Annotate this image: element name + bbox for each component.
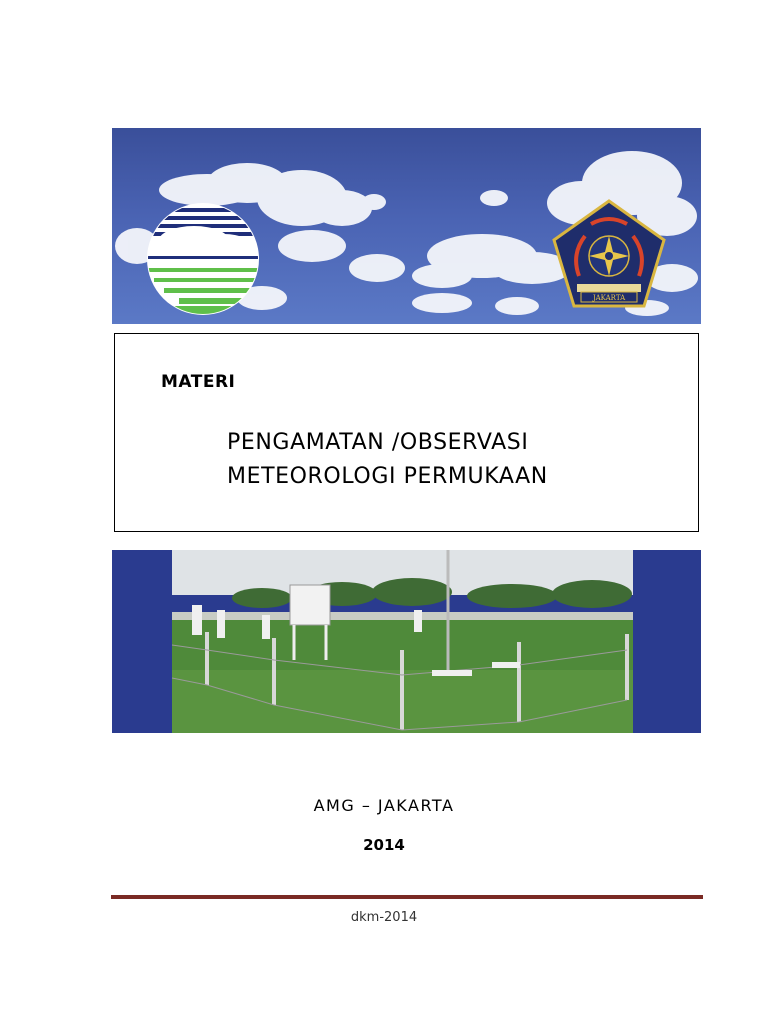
weather-station-photo xyxy=(112,550,701,733)
document-title-line-1: PENGAMATAN /OBSERVASI xyxy=(227,430,529,455)
observation-garden-illustration xyxy=(112,550,701,733)
emblem-caption: JAKARTA xyxy=(592,294,626,302)
materi-label: MATERI xyxy=(161,372,236,392)
jakarta-emblem-icon xyxy=(551,198,667,310)
title-box xyxy=(114,333,699,532)
year-label: 2014 xyxy=(363,836,405,854)
organization-label: AMG – JAKARTA xyxy=(313,796,455,815)
bmkg-logo-icon xyxy=(144,200,262,318)
footer-text: dkm-2014 xyxy=(350,910,418,925)
cover-sky-banner xyxy=(112,128,701,324)
document-title-line-2: METEOROLOGI PERMUKAAN xyxy=(227,464,548,489)
footer-divider xyxy=(111,895,703,899)
